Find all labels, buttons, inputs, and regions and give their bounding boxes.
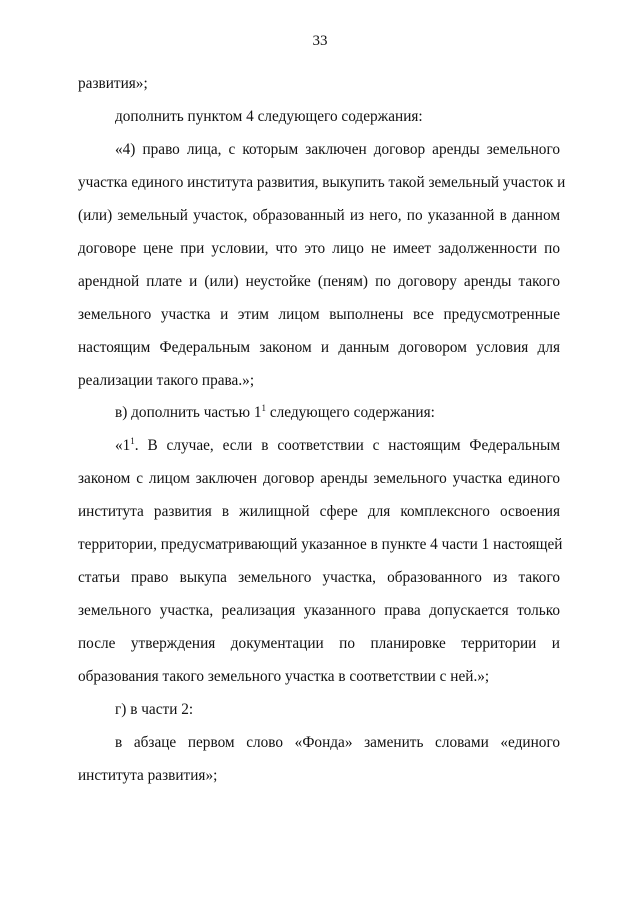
text-line: после утверждения документации по планировке территории и [78,635,560,652]
text-line: в абзаце первом слово «Фонда» заменить словами «единого [115,734,560,751]
text-line: института развития»; [78,767,218,784]
text-line: настоящим Федеральным законом и данным договором условия для [78,339,560,356]
text-line: развития»; [78,75,148,92]
text-fragment: «1 [115,437,131,454]
text-line: участка единого института развития, выкупить такой земельный участок и [78,174,566,191]
page-number: 33 [312,33,328,49]
text-line: земельного участка, реализация указанного права допускается только [78,602,560,619]
text-fragment: . В случае, если в соответствии с настоящим Федеральным [134,437,560,454]
text-line: образования такого земельного участка в соответствии с ней.»; [78,668,490,685]
text-line: (или) земельный участок, образованный из него, по указанной в данном [78,207,560,224]
text-line: дополнить пунктом 4 следующего содержания: [115,108,423,125]
text-line: института развития в жилищной сфере для комплексного освоения [78,503,560,520]
text-line [115,437,560,455]
superscript: 1 [261,403,267,413]
text-line: договоре цене при условии, что это лицо не имеет задолженности по [78,240,560,257]
superscript: 1 [130,436,135,446]
text-fragment: в) дополнить частью 1 [115,404,262,421]
text-line: законом с лицом заключен договор аренды земельного участка единого [78,470,560,487]
text-line: территории, предусматривающий указанное в пункте 4 части 1 настоящей [78,536,563,553]
text-line: реализации такого права.»; [78,372,255,389]
text-line: статьи право выкупа земельного участка, образованного из такого [78,569,560,586]
text-line: земельного участка и этим лицом выполнены все предусмотренные [78,306,560,323]
text-line [115,404,435,422]
text-line: г) в части 2: [115,701,194,718]
text-fragment: следующего содержания: [266,404,435,421]
text-line: арендной плате и (или) неустойке (пеням) по договору аренды такого [78,273,560,290]
text-line: «4) право лица, с которым заключен договор аренды земельного [115,141,560,158]
